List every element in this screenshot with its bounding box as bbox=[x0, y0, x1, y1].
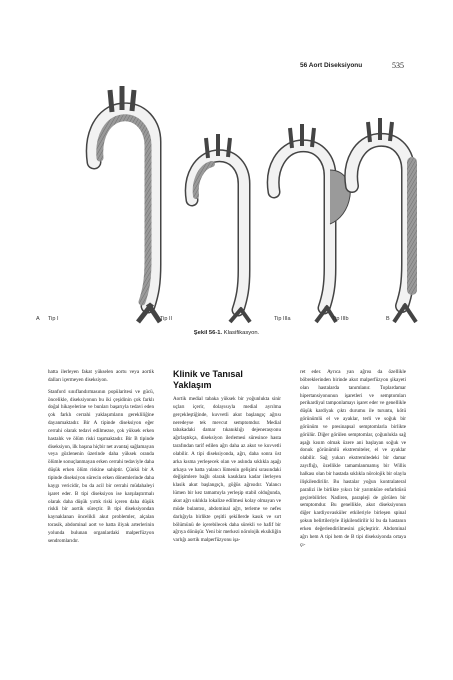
paragraph: Aortik medial tabaka yüksek bir yoğunlukta sinir uçları içerir, dolayısıyla medial ayrılma gerçekleştiğinde, kuvvetli akut başlangıç ağrısı neredeyse tek mevcut semptomdur. Medial tabakadaki damar tıkanıklığı dejenerasyonu ağırlaştıkça, diseksiyon ilerlemesi süresince hasta tarafından tarif edilen ağrı daha az akut ve kuvvetli olabilir. A tipi diseksiyonda, ağrı, daha sonra üst arka kısma yerleşecek olan ve aslında sıklıkla aşağı arkaya ve hatta yalancı lümenin gelişimi sırasındaki değişimlere bağlı olarak kasıklara kadar ilerleyen klasik akut başlangıçlı, göğüs ağrısıdır. Yalancı lümen bir kez tamamıyla yerleşip stabil olduğunda, akut ağrı sıklıkla lokalize edilmesi kolay olmayan ve müde bulantısı, abdominal ağrı, terleme ve nefes darlığıyla birlikte çeşitli şekillerde kasık ve sırt bölümünü de içerebilecek daha sürekli ve hafif bir ağrıya dönüşür. Yeni bir merkezi nörolojik eksikliğin varlığı aortik malperfüzyonu işa- bbox=[173, 396, 281, 544]
figure-caption bbox=[0, 330, 453, 336]
section-heading: Klinik ve Tanısal Yaklaşım bbox=[173, 369, 243, 390]
label-A: A bbox=[36, 316, 40, 322]
aorta-type-3b bbox=[351, 118, 416, 322]
paragraph: ret eder. Ayrıca yan ağrısı da özellikle böbreklerinden birinde akut malperfüzyon şikayeti olan hastalarda tanımlanır. Toplardamar hipertansiyonunun işaretleri ve semptomları perikardiyal tamponlamayı işaret eder ve genellikle düşük kardiyak çıktı durumu ile turuntu, kötü görünümlü el ve ayaklar, terli ve soğuk bir görünüm ve presinapsal semptomlarla birlikte görülür. Diğer görülen semptomlar, çoğunlukla sağ aşağı kısım olmak üzere ani başlayan soğuk ve donuk görünümlü ekstremiteler, el ve ayaklar olabilir. Sağ yukarı ekstremitedeki bir damar zayıflığı, özellikle tamamlanmamış bir Willis halkası olan bir hastada sıklıkla nörolojik bir olayla ilişkilendirilir. Bu hastalar yoğun kontralateral paralizi ile birlikte yıkıcı bir yarımküre enfarktüsü geçirebilirler. Nadiren, parapleji de görülen bir semptomdur. Bu genellikle, akut diseksiyonun diğer kardiyovasküler etkileriyle birleşen spinal şokun belirtileriyle ilişkilendirilir ki bu da hastanın erken değerlendirilmesini güçleştirir. Abdominal ağrı hem A tipi hem de B tipi diseksiyonda ortaya çı- bbox=[300, 369, 406, 548]
label-tip-1: Tip I bbox=[48, 316, 59, 322]
classification-figure bbox=[30, 84, 423, 324]
label-tip-3b: Tip IIIb bbox=[332, 316, 349, 322]
text-column-2 bbox=[173, 369, 281, 549]
aortic-dissection-illustration bbox=[30, 84, 423, 324]
text-column-3 bbox=[300, 369, 406, 553]
chapter-title: 56 Aort Diseksiyonu bbox=[300, 62, 363, 69]
aorta-type-2 bbox=[191, 134, 250, 322]
label-B: B bbox=[386, 316, 390, 322]
page-header bbox=[0, 62, 453, 74]
aorta-type-3a bbox=[273, 124, 350, 322]
caption-label: Şekil 56-1. bbox=[193, 330, 223, 336]
aorta-type-1 bbox=[93, 86, 160, 322]
label-tip-2: Tip II bbox=[160, 316, 173, 322]
paragraph: Stanford sınıflandırmasının popülaritesi ve gücü, öncelikle, diseksiyonun bu iki çeşidinin çok farklı doğal hikayelerine ve bunları başarıyla tedavi eden çok farklı cerrahi yaklaşımların gerekliliğine dayanmaktadır. Bir A tipinde diseksiyon eğer cerrahi olarak tedavi edilmezse, çok yüksek erken hastalık ve ölüm riski taşımaktadır. Bir B tipinde diseksiyon, ilk başına hiçbir net avantaj sağlamayan veya gözlenenin üzerinde daha yüksek oranda ölümle sonuçlanmayan erken cerrahi tedaviyle daha düşük erken ölüm riskine sahiptir. Çünkü bir A tipinde diseksiyon sürecin erken dönemlerinde daha kaygı vericidir, bu da acil bir cerrahi müdahaleyi işaret eder. B tipi diseksiyon ise karşılaştırmalı olarak daha düşük yırtık riski içeren daha düşük riskli bir aortik süreçtir. B tipi diseksiyondan kaynaklanan öncelikli akut problemler, alçalan torasik, abdominal aort ve hatta iliyak arterlerinin yolunda bulunan organlardaki malperfüzyon sendromlarıdır. bbox=[48, 388, 154, 544]
paragraph: hatta ilerleyen fakat yükselen aortu veya aortik dalları içermeyen diseksiyon. bbox=[48, 369, 154, 383]
caption-text: Klasifikasyon. bbox=[223, 330, 260, 336]
page-number: 535 bbox=[392, 61, 404, 70]
text-column-1 bbox=[48, 369, 154, 550]
label-tip-3a: Tip IIIa bbox=[274, 316, 291, 322]
